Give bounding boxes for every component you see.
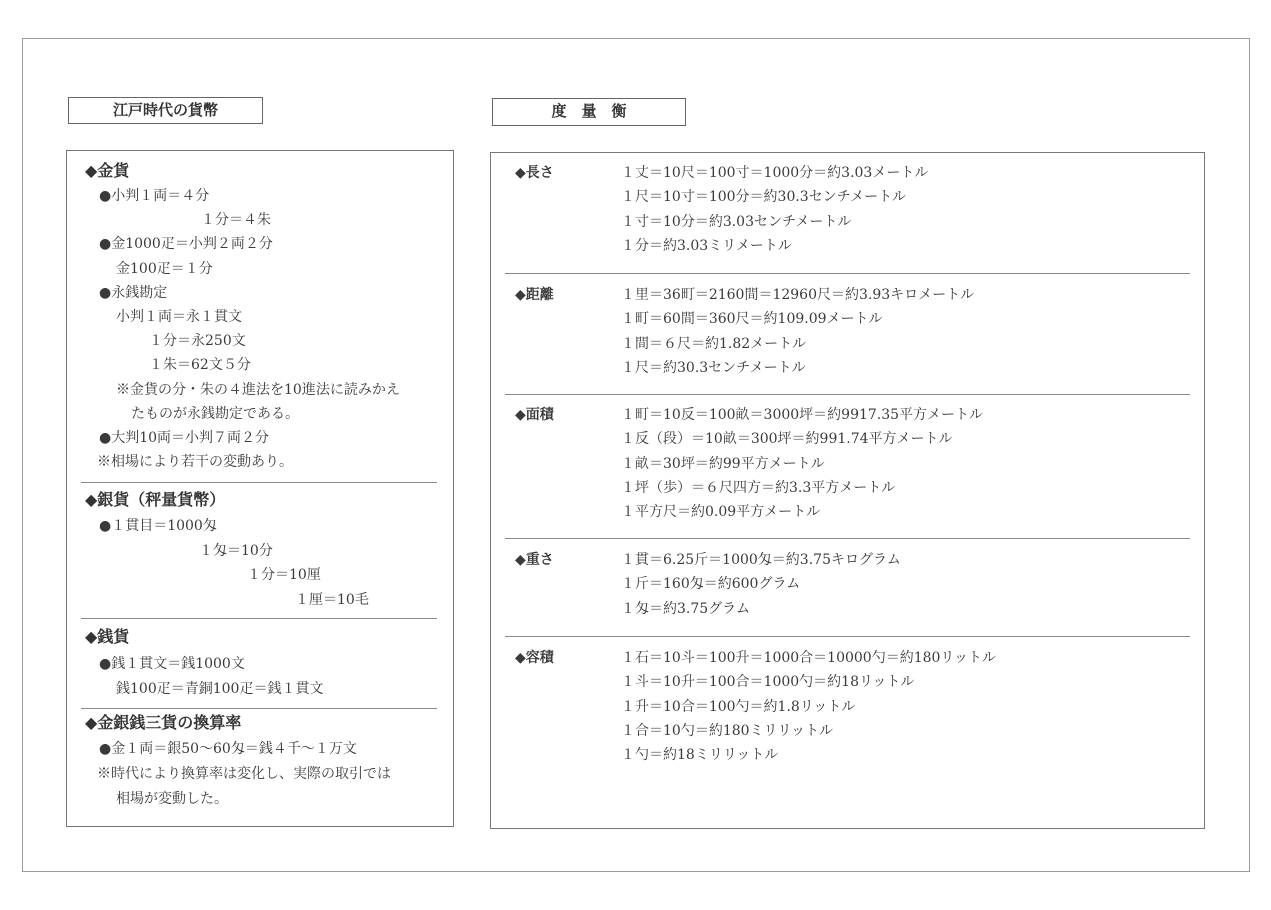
- divider: [81, 708, 437, 709]
- area-label: ◆面積: [515, 407, 554, 423]
- area-line: １畝＝30坪＝約99平方メートル: [621, 455, 825, 472]
- area-line: １反（段）＝10畝＝300坪＝約991.74平方メートル: [621, 431, 953, 448]
- gold-note: ※金貨の分・朱の４進法を10進法に読みかえ: [116, 382, 400, 398]
- divider: [505, 538, 1190, 539]
- divider: [505, 394, 1190, 395]
- silver-line: １匁＝10分: [199, 543, 273, 559]
- rates-note: ※時代により換算率は変化し、実際の取引では: [97, 766, 391, 782]
- divider: [81, 482, 437, 483]
- weight-line: １斤＝160匁＝約600グラム: [621, 576, 801, 593]
- weight-line: １匁＝約3.75グラム: [621, 600, 751, 617]
- length-line: １分＝約3.03ミリメートル: [621, 237, 792, 254]
- distance-line: １里＝36町＝2160間＝12960尺＝約3.93キロメートル: [621, 287, 975, 303]
- copper-line: ●銭１貫文＝銭1000文: [99, 656, 245, 672]
- distance-line: １町＝60間＝360尺＝約109.09メートル: [621, 311, 883, 328]
- gold-note: たものが永銭勘定である。: [131, 406, 299, 422]
- distance-label: ◆距離: [515, 287, 554, 303]
- gold-line: ●小判１両＝４分: [99, 188, 210, 204]
- area-line: １平方尺＝約0.09平方メートル: [621, 504, 821, 521]
- length-line: １尺＝10寸＝100分＝約30.3センチメートル: [621, 189, 907, 206]
- length-label: ◆長さ: [515, 165, 554, 181]
- divider: [505, 273, 1190, 274]
- silver-line: １厘＝10毛: [295, 592, 369, 608]
- silver-line: １分＝10厘: [247, 567, 321, 583]
- copper-line: 銭100疋＝青銅100疋＝銭１貫文: [116, 681, 324, 697]
- gold-line: １分＝４朱: [201, 212, 271, 228]
- distance-line: １尺＝約30.3センチメートル: [621, 359, 806, 376]
- gold-line: ●永銭勘定: [99, 285, 168, 301]
- silver-heading: ◆銀貨（秤量貨幣）: [85, 490, 226, 509]
- length-line: １寸＝10分＝約3.03センチメートル: [621, 213, 852, 230]
- currency-title: 江戸時代の貨幣: [68, 97, 263, 124]
- distance-line: １間＝６尺＝約1.82メートル: [621, 335, 807, 352]
- gold-note: ※相場により若干の変動あり。: [97, 454, 293, 470]
- volume-line: １斗＝10升＝100合＝1000勺＝約18リットル: [621, 674, 915, 691]
- measures-title: 度 量 衡: [492, 98, 686, 126]
- currency-panel: [66, 150, 454, 827]
- volume-line: １合＝10勺＝約180ミリリットル: [621, 722, 833, 739]
- divider: [505, 636, 1190, 637]
- gold-line: １朱＝62文５分: [149, 357, 251, 373]
- gold-line: 金100疋＝１分: [116, 261, 213, 277]
- rates-note: 相場が変動した。: [116, 791, 228, 807]
- volume-line: １勺＝約18ミリリットル: [621, 747, 779, 764]
- volume-line: １升＝10合＝100勺＝約1.8リットル: [621, 698, 856, 715]
- gold-line: ●金1000疋＝小判２両２分: [99, 236, 273, 252]
- weight-line: １貫＝6.25斤＝1000匁＝約3.75キログラム: [621, 552, 901, 568]
- weight-label: ◆重さ: [515, 552, 554, 568]
- gold-heading: ◆金貨: [85, 161, 130, 180]
- silver-line: ●１貫目＝1000匁: [99, 518, 217, 534]
- rates-heading: ◆金銀銭三貨の換算率: [85, 713, 242, 732]
- volume-label: ◆容積: [515, 650, 554, 666]
- gold-line: １分＝永250文: [149, 333, 246, 349]
- copper-heading: ◆銭貨: [85, 627, 130, 646]
- gold-line: 小判１両＝永１貫文: [116, 309, 242, 325]
- length-line: １丈＝10尺＝100寸＝1000分＝約3.03メートル: [621, 165, 929, 181]
- area-line: １坪（歩）＝６尺四方＝約3.3平方メートル: [621, 479, 896, 496]
- divider: [81, 618, 437, 619]
- volume-line: １石＝10斗＝100升＝1000合＝10000勺＝約180リットル: [621, 650, 996, 666]
- rates-line: ●金１両＝銀50～60匁＝銭４千～１万文: [99, 741, 357, 757]
- area-line: １町＝10反＝100畝＝3000坪＝約9917.35平方メートル: [621, 407, 984, 423]
- measures-panel: [490, 152, 1205, 829]
- gold-line: ●大判10両＝小判７両２分: [99, 430, 270, 446]
